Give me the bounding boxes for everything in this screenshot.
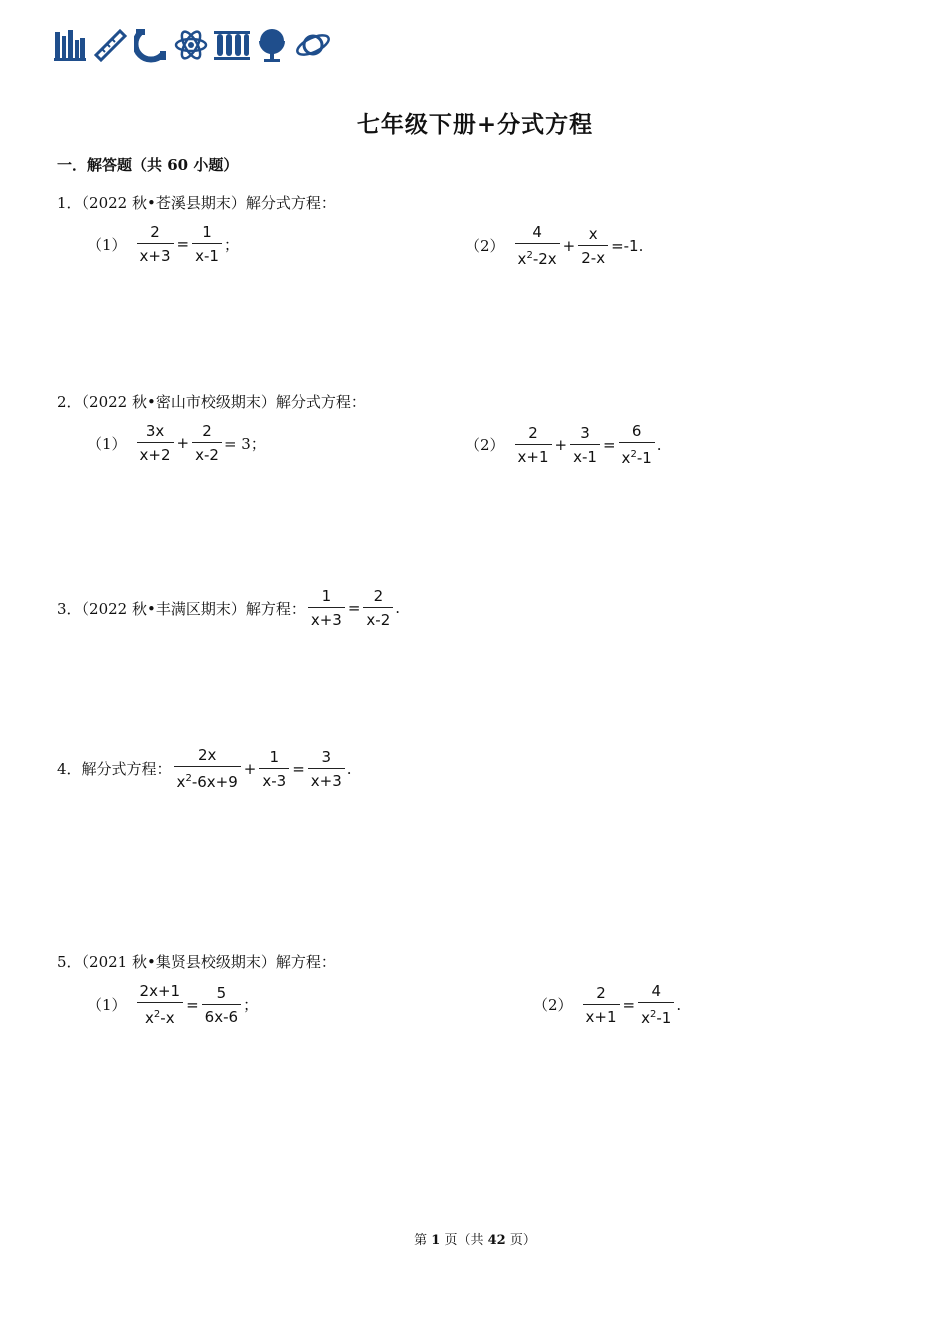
part-label: （2） [533, 996, 573, 1014]
fraction: $\frac{2x+1}{x^2-x}$ [137, 981, 184, 1028]
fraction: $\frac{3}{x+3}$ [308, 747, 345, 791]
question-4-text: 4．解分式方程： [57, 760, 172, 778]
fraction: $\frac{2x}{x^2-6x+9}$ [174, 745, 241, 792]
fraction: $\frac{2}{x-2}$ [363, 586, 393, 630]
equation-end: ； [223, 235, 239, 254]
part-label: （2） [465, 436, 505, 454]
operator: + [243, 759, 257, 778]
globe-icon [256, 26, 288, 68]
equation-end: . [656, 435, 662, 454]
fraction: $\frac{3x}{x+2}$ [137, 421, 174, 465]
header-icons [54, 28, 332, 66]
fraction: $\frac{4}{x^2-2x}$ [515, 222, 560, 269]
atom-icon [174, 27, 208, 67]
equation-end: . [346, 759, 352, 778]
part-label: （1） [87, 434, 127, 453]
operator: = [622, 995, 636, 1014]
page-footer: 第 1 页（共 42 页） [414, 1233, 536, 1248]
question-5-part-1 [87, 981, 258, 1028]
magnet-icon [134, 27, 168, 67]
fraction: $\frac{1}{x+3}$ [308, 586, 345, 630]
fraction: $\frac{5}{6x-6}$ [202, 983, 241, 1027]
fraction: $\frac{2}{x+1}$ [515, 423, 552, 467]
part-label: （2） [465, 237, 505, 255]
operator: = [186, 995, 199, 1014]
operator: = [176, 235, 190, 253]
page-title: 七年级下册+分式方程 [356, 111, 594, 138]
fraction: $\frac{3}{x-1}$ [570, 423, 600, 467]
question-4 [57, 745, 352, 792]
fraction: $\frac{2}{x+3}$ [137, 222, 174, 266]
question-5-text: 5．（2021 秋•集贤县校级期末）解方程： [57, 953, 336, 971]
operator: = [292, 759, 305, 778]
test-tubes-icon [214, 28, 250, 66]
question-3 [57, 586, 400, 630]
question-1-part-2 [465, 222, 644, 269]
question-1-part-1 [87, 222, 239, 266]
question-2-text: 2．（2022 秋•密山市校级期末）解分式方程： [57, 393, 366, 411]
fraction: $\frac{2}{x-2}$ [192, 421, 222, 465]
question-3-text: 3．（2022 秋•丰满区期末）解方程： [57, 599, 306, 618]
part-label: （1） [87, 235, 127, 254]
page-number: 1 [431, 1233, 441, 1248]
ruler-icon [92, 27, 128, 67]
fraction: $\frac{1}{x-1}$ [192, 222, 222, 266]
fraction: $\frac{4}{x^2-1}$ [638, 981, 674, 1028]
planet-icon [294, 28, 332, 66]
fraction: $\frac{2}{x+1}$ [583, 983, 620, 1027]
question-1-text: 1．（2022 秋•苍溪县期末）解分式方程： [57, 194, 336, 212]
operator: + [562, 236, 576, 255]
equation-end: . [676, 995, 682, 1014]
books-icon [54, 28, 86, 66]
fraction: $\frac{x}{2-x}$ [578, 224, 608, 268]
question-2-part-2 [465, 421, 662, 468]
page-total: 42 [487, 1233, 506, 1248]
section-heading: 一．解答题（共 60 小题） [57, 156, 239, 174]
equation-end: = 3； [223, 434, 266, 453]
fraction: $\frac{6}{x^2-1}$ [619, 421, 655, 468]
part-label: （1） [87, 996, 127, 1014]
operator: = [602, 435, 616, 454]
operator: + [176, 434, 190, 452]
fraction: $\frac{1}{x-3}$ [259, 747, 289, 791]
operator: = [347, 599, 361, 617]
question-2-part-1 [87, 421, 266, 465]
equation-end: =-1. [611, 236, 644, 255]
operator: + [554, 435, 568, 454]
question-5-part-2 [533, 981, 681, 1028]
equation-end: . [395, 599, 401, 617]
equation-end: ； [243, 996, 259, 1014]
